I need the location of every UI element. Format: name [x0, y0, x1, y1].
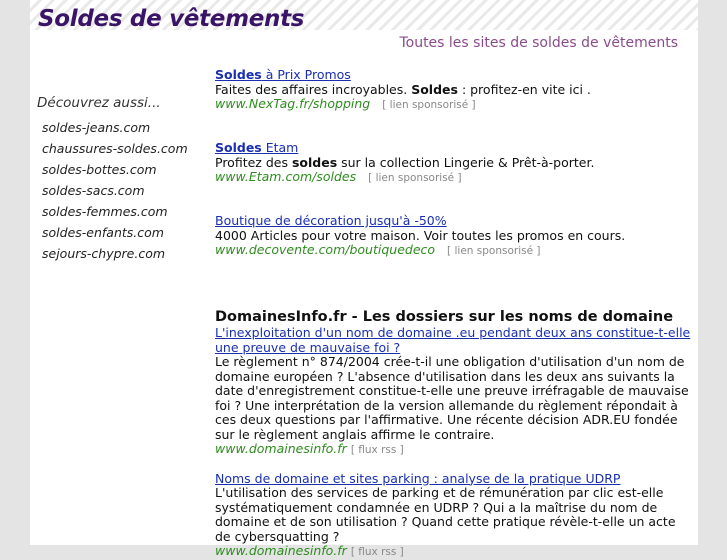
ad-title-link[interactable] — [215, 140, 298, 155]
ad-desc-text: sur la collection Lingerie & Prêt-à-porter. — [337, 154, 595, 170]
sponsored-links — [215, 68, 695, 259]
ad-url-link[interactable]: www.decovente.com/boutiquedeco — [215, 242, 436, 257]
sidebar-link-soldes-jeans[interactable]: soldes-jeans.com — [42, 120, 151, 135]
ad-title-text: à Prix Promos — [261, 67, 351, 82]
sidebar-link-soldes-sacs[interactable]: soldes-sacs.com — [42, 183, 145, 198]
article-title-link[interactable]: Noms de domaine et sites parking : analyse de la pratique UDRP — [215, 470, 621, 486]
sponsored-tag: [ lien sponsorisé ] — [382, 99, 476, 111]
ad-title-keyword: Soldes — [215, 140, 262, 155]
ad-desc-keyword: soldes — [291, 154, 338, 170]
ad-desc-text: Faites des affaires incroyables. — [215, 81, 412, 97]
article-url-link[interactable]: www.domainesinfo.fr — [215, 543, 347, 558]
ad-description: 4000 Articles pour votre maison. Voir toutes les promos en cours. — [215, 227, 626, 243]
site-subtitle: Toutes les sites de soldes de vêtements — [399, 35, 678, 51]
rss-tag[interactable]: [ flux rss ] — [350, 444, 404, 456]
ad-title-keyword: Soldes — [215, 67, 262, 82]
ad-url-link[interactable]: www.NexTag.fr/shopping — [215, 96, 371, 111]
sidebar-link-soldes-bottes[interactable]: soldes-bottes.com — [42, 162, 157, 177]
sidebar-link-soldes-femmes[interactable]: soldes-femmes.com — [42, 204, 168, 219]
article-url-link[interactable]: www.domainesinfo.fr — [215, 441, 347, 456]
ad-item — [215, 214, 695, 259]
sidebar-link-chaussures-soldes[interactable]: chaussures-soldes.com — [42, 141, 188, 156]
header-banner — [30, 0, 698, 30]
sponsored-tag: [ lien sponsorisé ] — [447, 245, 541, 257]
ad-desc-keyword: Soldes — [411, 81, 458, 97]
article-item — [215, 472, 695, 560]
ad-description — [215, 83, 695, 98]
ad-item — [215, 141, 695, 214]
site-title: Soldes de vêtements — [38, 6, 305, 32]
ad-desc-text: Profitez des — [215, 154, 292, 170]
ad-title-text: Etam — [261, 140, 299, 155]
sidebar — [37, 95, 207, 264]
sidebar-list — [37, 117, 207, 264]
ad-desc-text: : profitez-en vite ici . — [457, 81, 591, 97]
sidebar-link-soldes-enfants[interactable]: soldes-enfants.com — [42, 225, 164, 240]
ad-item — [215, 68, 695, 141]
sidebar-title: Découvrez aussi... — [37, 95, 161, 111]
rss-tag[interactable]: [ flux rss ] — [350, 546, 404, 558]
page-left-margin — [0, 0, 30, 545]
ad-title-text: Boutique de décoration jusqu'à -50% — [215, 213, 447, 228]
articles-section — [215, 309, 695, 560]
ad-title-link[interactable] — [215, 67, 351, 82]
article-description: Le règlement n° 874/2004 crée-t-il une obligation d'utilisation d'un nom de domaine européen ? L'absence d'utilisation dans les deux ans suivants la date d'enregistrement constitue-t-elle une preuve irréfragable de mauvaise foi ? Une interprétation de la version allemande du règlement répondait à ces deux questions par l'affirmative. Une récente décision ADR.EU fondée sur le règlement anglais affirme le contraire. — [215, 354, 689, 442]
ad-description — [215, 156, 695, 171]
article-description: L'utilisation des services de parking et de rémunération par clic est-elle systématiquement condamnée en UDRP ? Qui a la maîtrise du nom de domaine et de son utilisation ? Quand cette pratique révèle-t-elle un acte de cybersquatting ? — [215, 485, 676, 544]
ad-url-link[interactable]: www.Etam.com/soldes — [215, 169, 357, 184]
page-container — [30, 0, 698, 558]
articles-heading: DomainesInfo.fr - Les dossiers sur les noms de domaine — [215, 309, 674, 325]
sidebar-link-sejours-chypre[interactable]: sejours-chypre.com — [42, 246, 166, 261]
sponsored-tag: [ lien sponsorisé ] — [368, 172, 462, 184]
ad-title-link[interactable] — [215, 213, 447, 228]
article-item — [215, 326, 695, 458]
article-title-link[interactable]: L'inexploitation d'un nom de domaine .eu pendant deux ans constitue-t-elle une preuve de mauvaise foi ? — [215, 325, 691, 355]
